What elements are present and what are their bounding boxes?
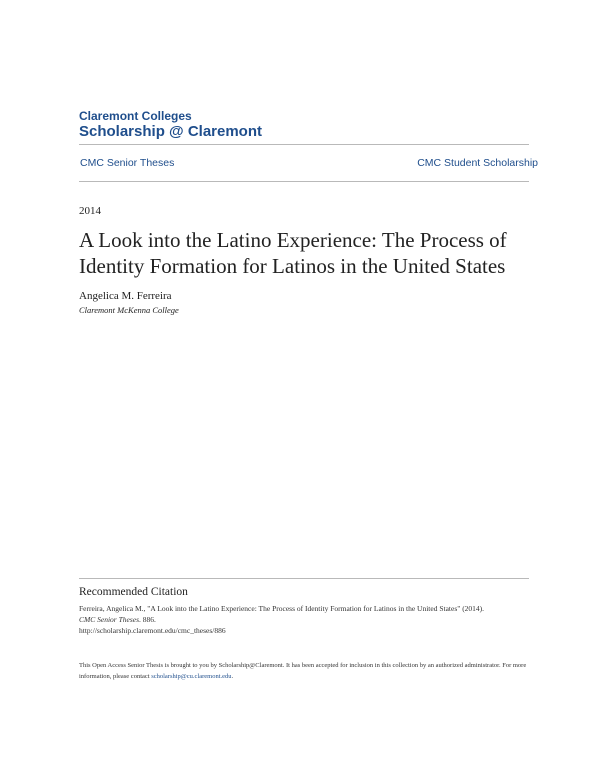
series-link-senior-theses[interactable]: CMC Senior Theses — [80, 157, 175, 169]
open-access-notice — [79, 660, 534, 682]
document-title: A Look into the Latino Experience: The Process of Identity Formation for Latinos in the United States — [79, 228, 507, 278]
citation-body — [79, 603, 539, 636]
author-name: Angelica M. Ferreira — [79, 290, 172, 302]
notice-period: . — [231, 673, 234, 680]
series-link-student-scholarship[interactable]: CMC Student Scholarship — [417, 157, 538, 169]
contact-email-link[interactable]: scholarship@cu.claremont.edu — [151, 673, 232, 680]
citation-line-2 — [79, 614, 539, 625]
publication-year: 2014 — [79, 205, 101, 217]
header-divider — [79, 144, 529, 145]
citation-heading: Recommended Citation — [79, 586, 188, 598]
citation-divider — [79, 578, 529, 579]
author-affiliation: Claremont McKenna College — [79, 305, 179, 315]
citation-journal: CMC Senior Theses — [79, 615, 139, 624]
notice-text: This Open Access Senior Thesis is brought to you by Scholarship@Claremont. It has been accepted for inclusion in this collection by an authorized administrator. For more information, please contact — [79, 662, 527, 680]
citation-url[interactable]: http://scholarship.claremont.edu/cmc_theses/886 — [79, 626, 226, 635]
citation-line-1: Ferreira, Angelica M., "A Look into the Latino Experience: The Process of Identity Formation for Latinos in the United States" (2014). — [79, 604, 485, 613]
header-repo-name[interactable]: Scholarship @ Claremont — [79, 123, 262, 140]
repository-header — [79, 109, 262, 141]
series-divider — [79, 181, 529, 182]
citation-number: . 886. — [139, 615, 156, 624]
header-org-name[interactable]: Claremont Colleges — [79, 109, 192, 123]
